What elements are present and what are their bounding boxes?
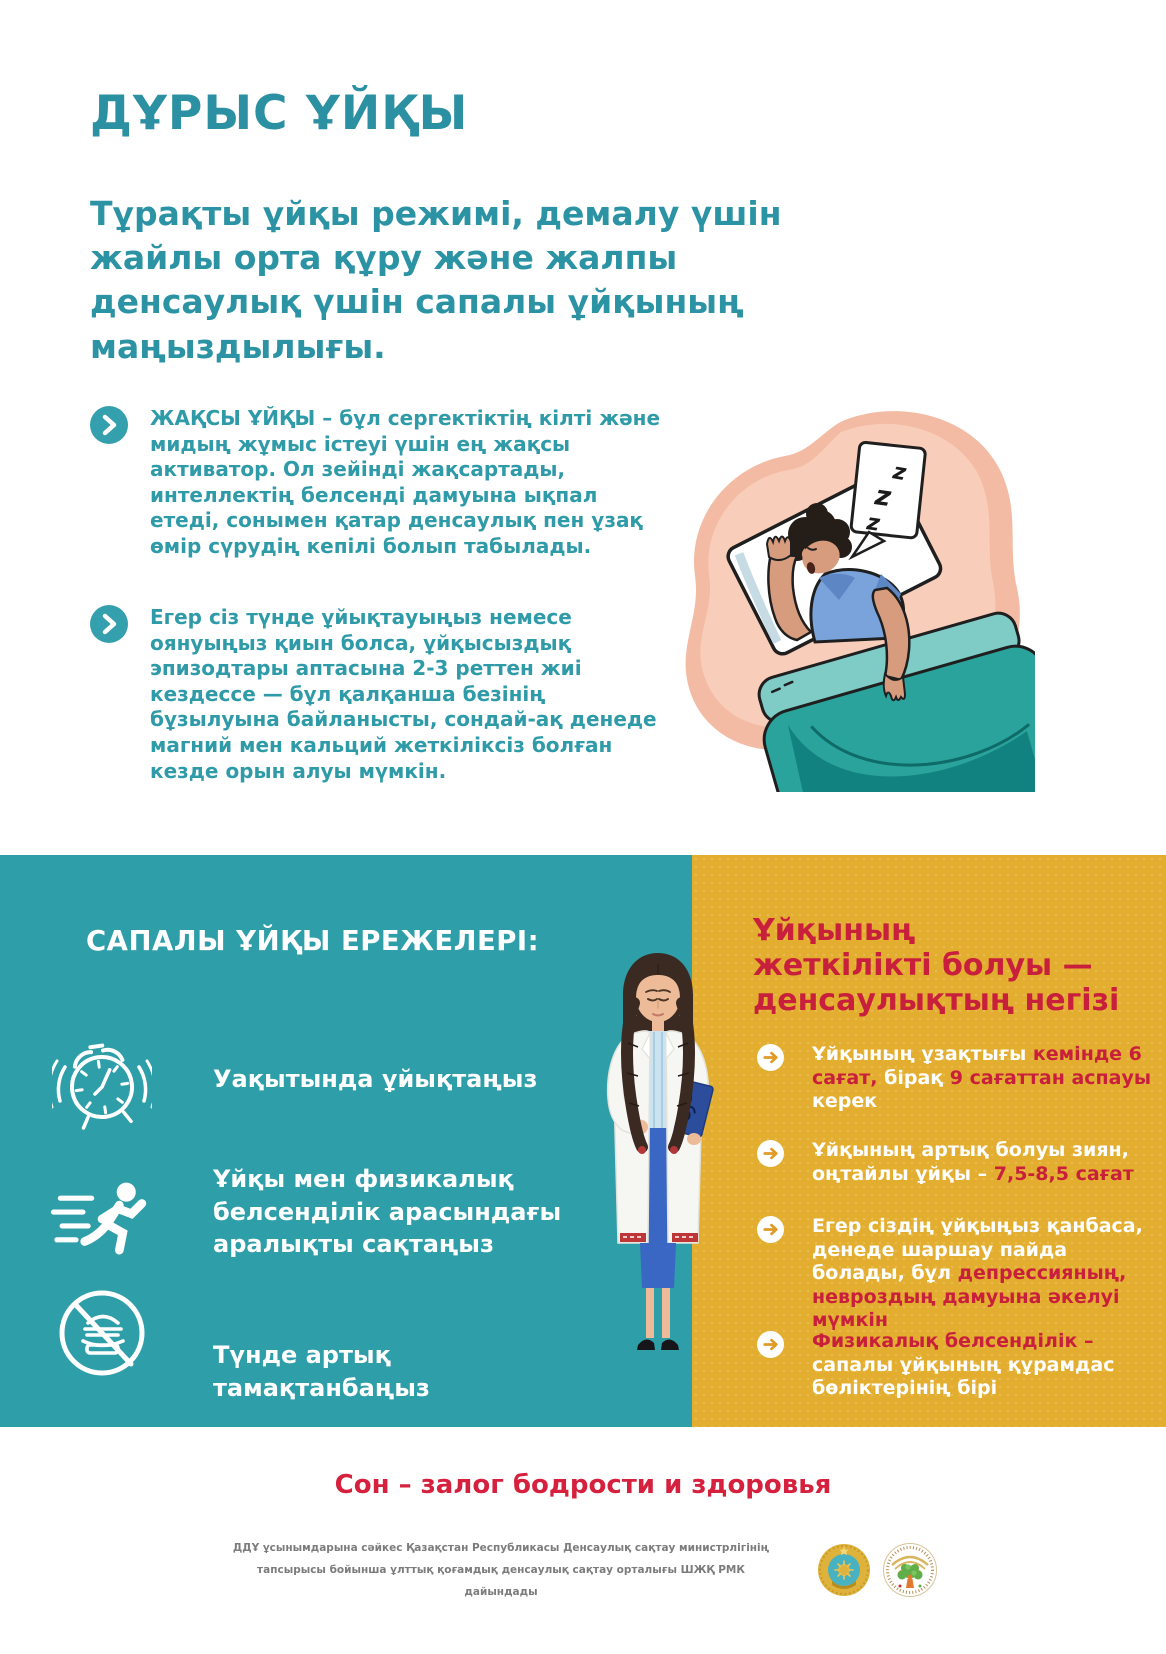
text-segment: керек (812, 1090, 878, 1113)
arrow-right-icon (757, 1140, 784, 1167)
credit-text: ДДҰ ұсынымдарына сәйкес Қазақстан Республикасы Денсаулық сақтау министрлігінің тапсырысы бойынша ұлттық қоғамдық денсаулық сақтау орталығы ШЖҚ РМК дайындады (232, 1541, 770, 1599)
sufficiency-bullet (757, 1139, 1152, 1186)
rules-panel-heading: САПАЛЫ ҰЙҚЫ ЕРЕЖЕЛЕРІ: (86, 925, 540, 957)
text-segment: Егер сіздің ұйқыңыз қанбаса, денеде шаршау пайда болады, бұл (812, 1215, 1143, 1285)
kazakhstan-emblem-logo (816, 1542, 872, 1598)
sufficiency-panel (692, 855, 1166, 1427)
sufficiency-panel-heading (753, 913, 1143, 1018)
sufficiency-bullet-text (812, 1330, 1152, 1401)
credit-row (0, 1538, 1166, 1602)
text-segment: сапалы ұйқының құрамдас бөліктерінің бірі (812, 1353, 1115, 1400)
text-segment: Ұйқының ұзақтығы (812, 1043, 1033, 1065)
rule-item-text: Түнде артық тамақтанбаңыз (213, 1341, 430, 1402)
sufficiency-bullet-text (812, 1043, 1152, 1114)
rule-item-text: Ұйқы мен физикалық белсенділік арасындағы аралықты сақтаңыз (213, 1165, 562, 1259)
sufficiency-bullet (757, 1215, 1152, 1333)
page-subtitle: Тұрақты ұйқы режимі, демалу үшін жайлы орта құру және жалпы денсаулық үшін сапалы ұйқының маңыздылығы. (90, 194, 782, 366)
intro-bullet (90, 605, 670, 784)
alarm-clock-icon (50, 1027, 154, 1137)
text-segment: кемінде 6 сағат, (812, 1043, 1142, 1089)
z-letter: z (865, 510, 882, 537)
text-segment: Ұйқының артық болуы зиян, оңтайлы ұйқы – (812, 1139, 1129, 1185)
arrow-right-icon (757, 1216, 784, 1243)
arrow-right-icon (757, 1044, 784, 1071)
arrow-right-icon (757, 1331, 784, 1358)
intro-bullet-text: ЖАҚСЫ ҰЙҚЫ – бұл сергектіктің кілті және мидың жұмыс істеуі үшін ең жақсы активатор. Ол зейінді жақсартады, интеллектің белсенді дамуына ықпал етеді, сонымен қатар денсаулық пен ұзақ өмір сүрудің кепілі болып табылады. (150, 406, 661, 558)
sufficiency-bullet-text (812, 1215, 1152, 1333)
heading-line: жеткілікті болуы — (753, 948, 1093, 984)
no-late-eating-icon (50, 1283, 154, 1383)
logos (816, 1542, 938, 1598)
runner-icon (50, 1177, 154, 1261)
chevron-right-icon (90, 605, 128, 643)
page-title: ДҰРЫС ҰЙҚЫ (90, 86, 469, 141)
sleeping-person-illustration (655, 392, 1035, 792)
intro-bullet-text: Егер сіз түнде ұйықтауыңыз немесе оянуыңыз қиын болса, ұйқысыздық эпизодтары аптасына 2-3 реттен жиі кездессе — бұл қалқанша безінің бұзылуына байланысты, сондай-ақ денеде магний мен кальций жеткіліксіз болған кезде орын алуы мүмкін. (150, 605, 657, 783)
z-letter: z (890, 459, 908, 487)
text-segment: 9 сағаттан аспауы (949, 1066, 1152, 1089)
slogan: Сон – залог бодрости и здоровья (334, 1470, 832, 1500)
text-segment: 7,5-8,5 сағат (993, 1162, 1134, 1185)
bottom-panels (0, 855, 1166, 1427)
text-segment: депрессияның, невроздың дамуына әкелуі мүмкін (812, 1262, 1127, 1332)
sufficiency-bullet (757, 1043, 1152, 1114)
intro-bullet (90, 406, 670, 560)
rule-item-text: Уақытында ұйықтаңыз (213, 1065, 538, 1093)
sufficiency-bullet-text (812, 1139, 1152, 1186)
public-health-center-logo (882, 1542, 938, 1598)
doctor-illustration (578, 943, 738, 1358)
text-segment: бірақ (884, 1066, 950, 1089)
z-letter: z (873, 480, 893, 514)
chevron-right-icon (90, 406, 128, 444)
heading-line: денсаулықтың негізі (753, 983, 1120, 1019)
sufficiency-bullet (757, 1330, 1152, 1401)
text-segment: Физикалық белсенділік – (812, 1330, 1094, 1352)
heading-line: Ұйқының (753, 913, 916, 948)
